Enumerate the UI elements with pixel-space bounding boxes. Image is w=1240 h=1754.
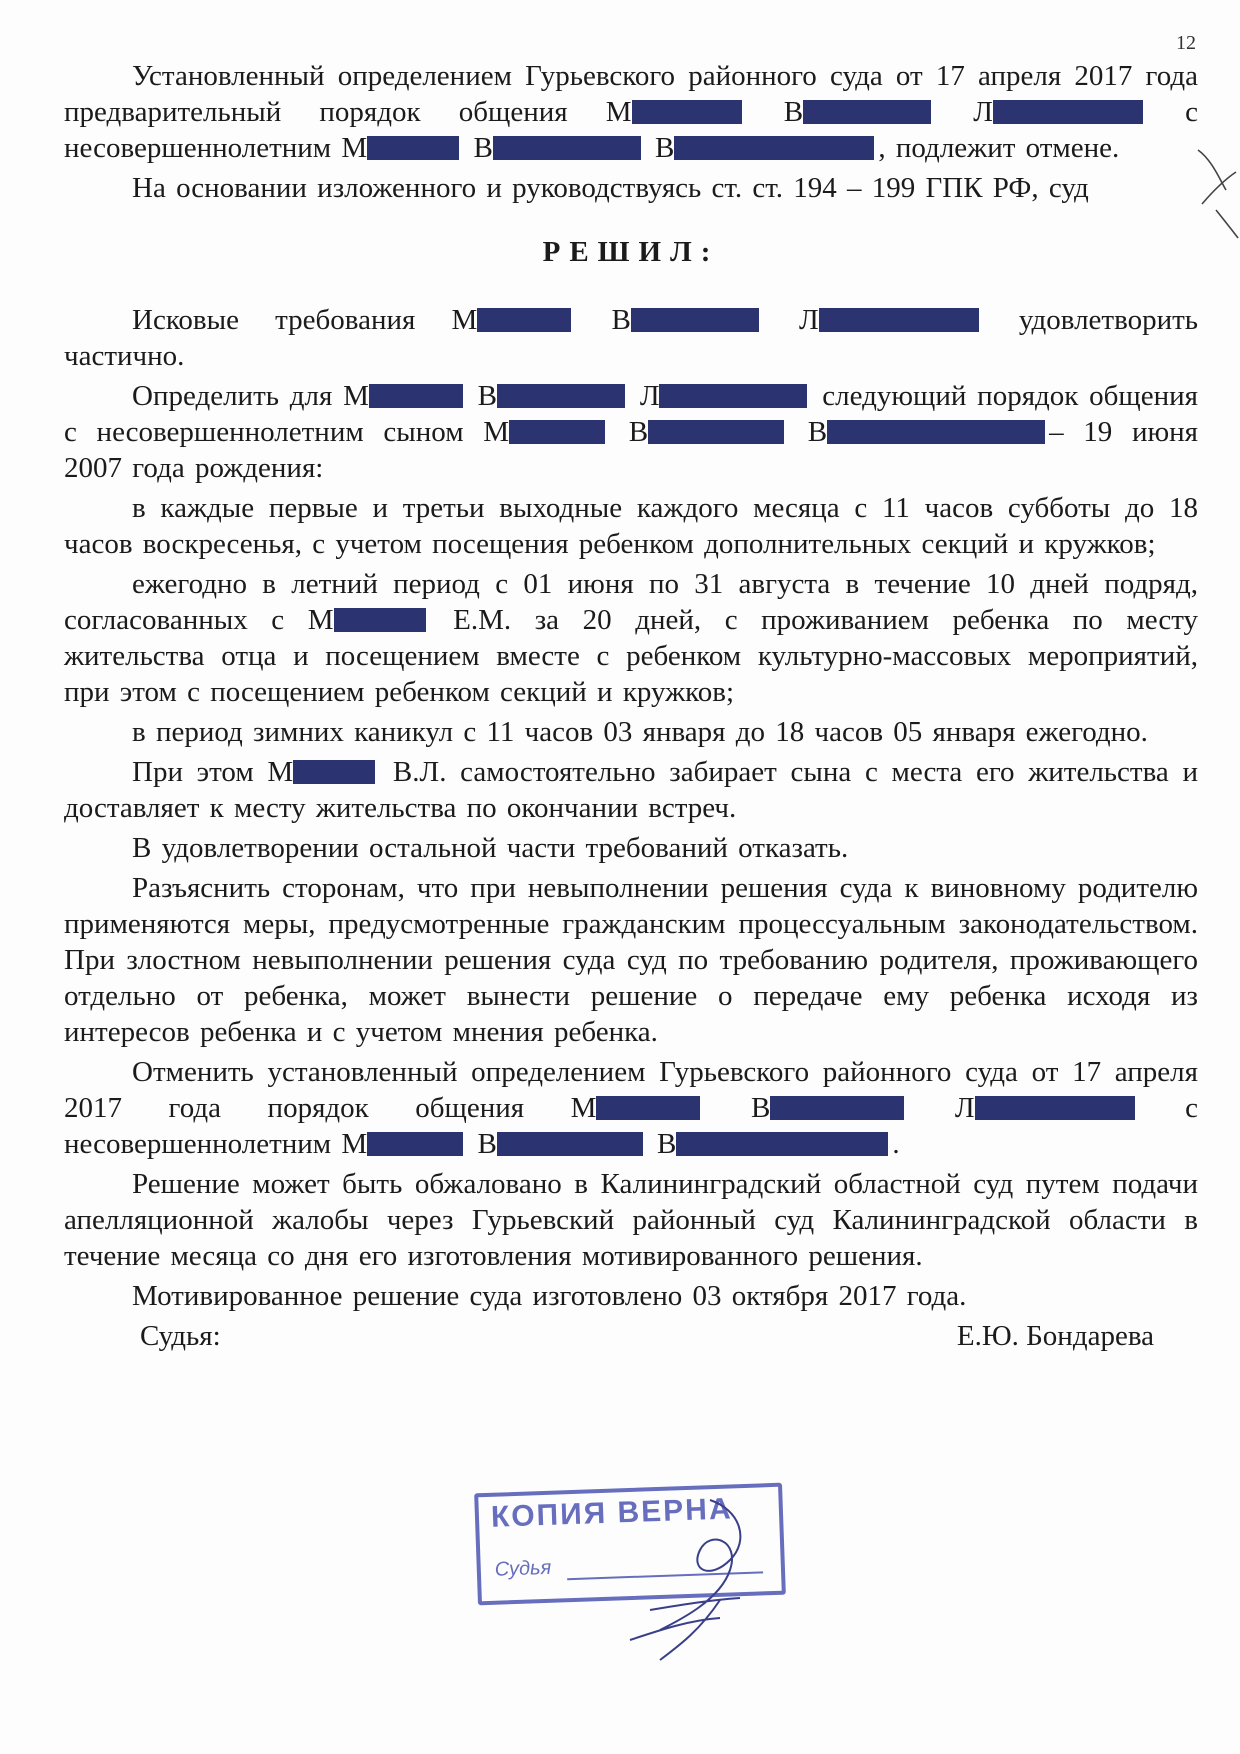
redaction-block xyxy=(819,308,979,332)
decision-heading: РЕШИЛ: xyxy=(542,236,720,268)
redaction-block xyxy=(509,420,605,444)
paragraph-appeal: Решение может быть обжаловано в Калининградский областной суд путем подачи апелляционной жалобы через Гурьевский районный суд Калининградской области в течение месяца со дня его изготовления мотивированного решения. xyxy=(64,1168,1198,1272)
document-body xyxy=(64,58,1198,1358)
signature-block xyxy=(64,1318,1198,1358)
paragraph-summer: ежегодно в летний период с 01 июня по 31 августа в течение 10 дней подряд, согласованных с М Е.М. за 20 дней, с проживанием ребенка по месту жительства отца и посещением вместе с ребенком культурно-массовых мероприятий, при этом с посещением ребенком секций и кружков; xyxy=(64,568,1198,708)
redaction-block xyxy=(367,136,459,160)
redaction-block xyxy=(367,1132,463,1156)
redaction-block xyxy=(674,136,874,160)
paragraph-rejection: В удовлетворении остальной части требований отказать. xyxy=(132,832,849,864)
redaction-block xyxy=(477,308,571,332)
redaction-block xyxy=(369,384,463,408)
paragraph-reasoned-decision-date: Мотивированное решение суда изготовлено 03 октября 2017 года. xyxy=(132,1280,967,1312)
redaction-block xyxy=(676,1132,888,1156)
paragraph-pickup: При этом М В.Л. самостоятельно забирает сына с места его жительства и доставляет к месту жительства по окончании встреч. xyxy=(64,756,1198,824)
redaction-block xyxy=(648,420,784,444)
paragraph-previous-order: Установленный определением Гурьевского районного суда от 17 апреля 2017 года предварительный порядок общения М В Л с несовершеннолетним М В В , подлежит отмене. xyxy=(64,60,1198,164)
paragraph-weekends: в каждые первые и третьи выходные каждого месяца с 11 часов субботы до 18 часов воскресенья, с учетом посещения ребенком дополнительных секций и кружков; xyxy=(64,492,1198,560)
judge-label: Судья: xyxy=(140,1320,221,1352)
paragraph-legal-basis: На основании изложенного и руководствуясь ст. ст. 194 – 199 ГПК РФ, суд xyxy=(132,172,1089,204)
paragraph-claims: Исковые требования М В Л удовлетворить частично. xyxy=(64,304,1199,372)
handwritten-signature-icon xyxy=(590,1480,830,1680)
redaction-block xyxy=(770,1096,904,1120)
page-number: 12 xyxy=(1176,32,1196,54)
redaction-block xyxy=(975,1096,1135,1120)
redaction-block xyxy=(632,100,742,124)
paragraph-winter: в период зимних каникул с 11 часов 03 января до 18 часов 05 января ежегодно. xyxy=(132,716,1148,748)
redaction-block xyxy=(497,384,625,408)
redaction-block xyxy=(596,1096,700,1120)
redaction-block xyxy=(659,384,807,408)
redaction-block xyxy=(827,420,1045,444)
paragraph-cancel-order: Отменить установленный определением Гурьевского районного суда от 17 апреля 2017 года порядок общения М В Л с несовершеннолетним М В В . xyxy=(64,1056,1198,1160)
margin-pen-mark xyxy=(1196,120,1240,240)
redaction-block xyxy=(803,100,931,124)
redaction-block xyxy=(993,100,1143,124)
stamp-judge-label: Судья xyxy=(494,1556,552,1581)
stamp-title: КОПИЯ ВЕРНА xyxy=(490,1492,734,1534)
redaction-block xyxy=(493,136,641,160)
judge-name: Е.Ю. Бондарева xyxy=(956,1320,1154,1352)
redaction-block xyxy=(334,608,426,632)
redaction-block xyxy=(293,760,375,784)
paragraph-explanation: Разъяснить сторонам, что при невыполнении решения суда к виновному родителю применяются меры, предусмотренные гражданским процессуальным законодательством. При злостном невыполнении решения суда суд по требованию родителя, проживающего отдельно от ребенка, может вынести решение о передаче ему ребенка исходя из интересов ребенка и с учетом мнения ребенка. xyxy=(64,872,1198,1048)
paragraph-determine-order: Определить для М В Л следующий порядок общения с несовершеннолетним сыном М В В – 19 июня 2007 года рождения: xyxy=(64,380,1199,484)
redaction-block xyxy=(497,1132,643,1156)
redaction-block xyxy=(631,308,759,332)
